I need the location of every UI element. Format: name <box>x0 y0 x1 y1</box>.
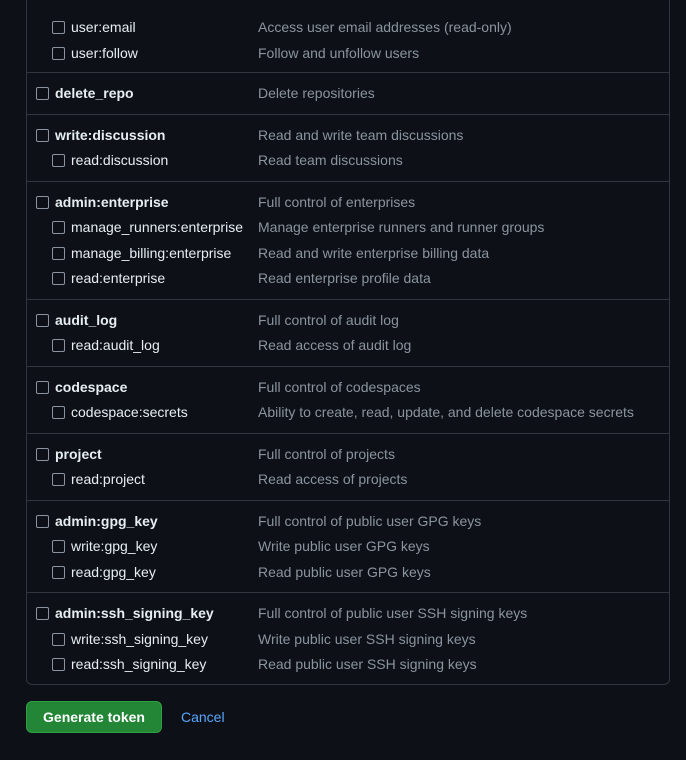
scope-row-manage-runners-enterprise <box>27 215 669 239</box>
scope-checkbox-user-email[interactable] <box>52 21 65 34</box>
cancel-link[interactable]: Cancel <box>181 709 225 725</box>
generate-token-button[interactable]: Generate token <box>26 701 162 733</box>
scope-group-gpg-key <box>27 500 669 592</box>
scope-description: Read public user SSH signing keys <box>258 656 477 672</box>
scope-checkbox-audit-log[interactable] <box>36 314 49 327</box>
scope-row-project <box>27 442 669 466</box>
scope-name: read:ssh_signing_key <box>71 656 207 672</box>
scope-name: write:gpg_key <box>71 538 158 554</box>
scope-row-admin-gpg-key <box>27 509 669 533</box>
scope-description: Write public user GPG keys <box>258 538 430 554</box>
scope-group-ssh-signing-key <box>27 592 669 685</box>
scope-checkbox-read-audit-log[interactable] <box>52 339 65 352</box>
scope-checkbox-write-ssh-signing-key[interactable] <box>52 633 65 646</box>
scope-description: Full control of audit log <box>258 312 399 328</box>
scope-description: Ability to create, read, update, and delete codespace secrets <box>258 404 634 420</box>
scope-row-user-email <box>27 15 669 39</box>
scope-name: audit_log <box>55 312 118 328</box>
scope-description: Full control of public user SSH signing keys <box>258 605 528 621</box>
scope-row-delete-repo <box>27 81 669 105</box>
scope-name: read:gpg_key <box>71 564 156 580</box>
scope-checkbox-write-discussion[interactable] <box>36 129 49 142</box>
scope-description: Read access of audit log <box>258 337 412 353</box>
scope-row-read-discussion <box>27 148 669 172</box>
scope-name: codespace:secrets <box>71 404 188 420</box>
scope-checkbox-read-ssh-signing-key[interactable] <box>52 658 65 671</box>
scope-description: Access user email addresses (read-only) <box>258 19 512 35</box>
scope-description: Follow and unfollow users <box>258 45 420 61</box>
scope-name: read:enterprise <box>71 270 166 286</box>
scope-description: Read access of projects <box>258 471 408 487</box>
scope-checkbox-delete-repo[interactable] <box>36 87 49 100</box>
scope-name: write:discussion <box>55 127 166 143</box>
scope-group-audit-log <box>27 299 669 366</box>
scope-description: Full control of public user GPG keys <box>258 513 482 529</box>
scope-description: Full control of projects <box>258 446 395 462</box>
scope-name: codespace <box>55 379 128 395</box>
scope-description: Read team discussions <box>258 152 403 168</box>
scope-description: Read and write team discussions <box>258 127 464 143</box>
scope-checkbox-admin-ssh-signing-key[interactable] <box>36 607 49 620</box>
scope-group-project <box>27 433 669 500</box>
scope-checkbox-read-project[interactable] <box>52 473 65 486</box>
scope-checkbox-read-gpg-key[interactable] <box>52 566 65 579</box>
scope-row-user-follow <box>27 41 669 65</box>
scope-checkbox-admin-gpg-key[interactable] <box>36 515 49 528</box>
scope-checkbox-manage-runners-enterprise[interactable] <box>52 221 65 234</box>
scope-row-write-ssh-signing-key <box>27 627 669 651</box>
scope-row-admin-enterprise <box>27 190 669 214</box>
scope-name: admin:gpg_key <box>55 513 158 529</box>
scope-name: admin:enterprise <box>55 194 169 210</box>
scope-checkbox-read-discussion[interactable] <box>52 154 65 167</box>
scope-description: Read public user GPG keys <box>258 564 431 580</box>
scope-row-read-enterprise <box>27 266 669 290</box>
scope-description: Manage enterprise runners and runner groups <box>258 219 545 235</box>
scope-row-write-gpg-key <box>27 534 669 558</box>
scope-name: user:follow <box>71 45 138 61</box>
scope-checkbox-user-follow[interactable] <box>52 47 65 60</box>
scope-name: delete_repo <box>55 85 134 101</box>
scope-name: write:ssh_signing_key <box>71 631 208 647</box>
scope-group-codespace <box>27 366 669 433</box>
scope-row-codespace-secrets <box>27 400 669 424</box>
scope-description: Delete repositories <box>258 85 375 101</box>
scope-row-read-project <box>27 467 669 491</box>
scope-description: Read and write enterprise billing data <box>258 245 490 261</box>
scope-checkbox-write-gpg-key[interactable] <box>52 540 65 553</box>
scope-row-read-audit-log <box>27 333 669 357</box>
scope-name: read:project <box>71 471 145 487</box>
scope-group-delete-repo <box>27 72 669 114</box>
scope-row-audit-log <box>27 308 669 332</box>
scopes-list <box>26 0 670 685</box>
scope-checkbox-admin-enterprise[interactable] <box>36 196 49 209</box>
scope-row-manage-billing-enterprise <box>27 241 669 265</box>
scope-name: admin:ssh_signing_key <box>55 605 214 621</box>
scope-name: manage_billing:enterprise <box>71 245 232 261</box>
scope-description: Write public user SSH signing keys <box>258 631 476 647</box>
scope-name: read:audit_log <box>71 337 160 353</box>
scope-checkbox-codespace-secrets[interactable] <box>52 406 65 419</box>
scope-row-write-discussion <box>27 123 669 147</box>
scope-checkbox-read-enterprise[interactable] <box>52 272 65 285</box>
scope-name: user:email <box>71 19 136 35</box>
scope-row-read-ssh-signing-key <box>27 652 669 676</box>
scope-group-enterprise <box>27 181 669 299</box>
scope-group-user <box>27 0 669 72</box>
scope-description: Read enterprise profile data <box>258 270 431 286</box>
scope-description: Full control of enterprises <box>258 194 416 210</box>
scope-checkbox-project[interactable] <box>36 448 49 461</box>
scope-name: manage_runners:enterprise <box>71 219 243 235</box>
scope-row-admin-ssh-signing-key <box>27 601 669 625</box>
scope-checkbox-codespace[interactable] <box>36 381 49 394</box>
scope-name: read:discussion <box>71 152 169 168</box>
scope-group-discussion <box>27 114 669 181</box>
scope-checkbox-manage-billing-enterprise[interactable] <box>52 247 65 260</box>
scope-description: Full control of codespaces <box>258 379 421 395</box>
scope-name: project <box>55 446 102 462</box>
scope-row-codespace <box>27 375 669 399</box>
scope-row-read-gpg-key <box>27 560 669 584</box>
